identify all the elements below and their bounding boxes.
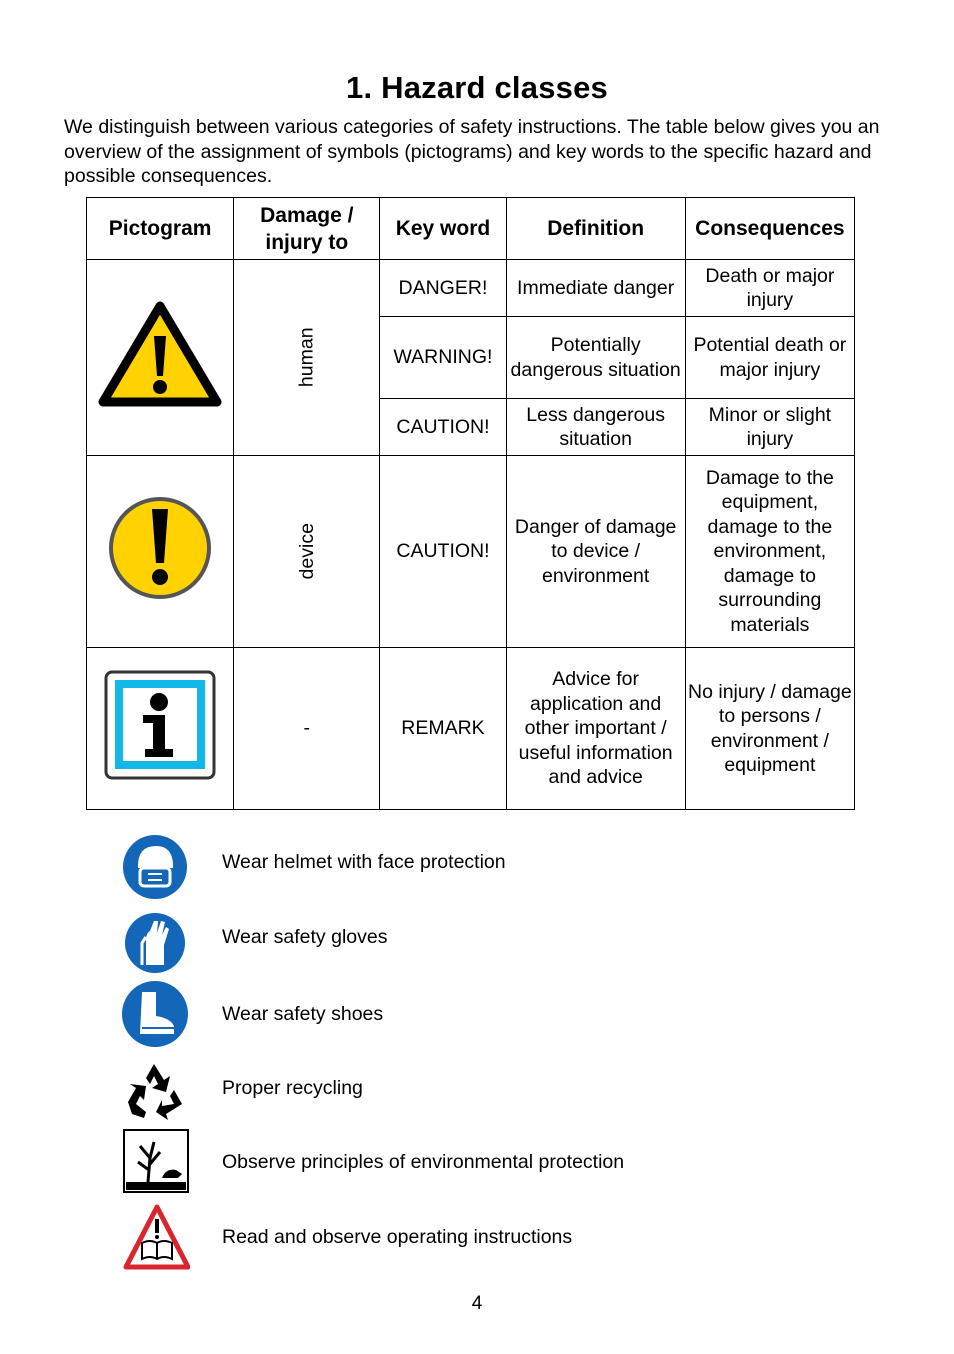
- pictogram-cell: [87, 456, 234, 648]
- target-human: human: [295, 327, 318, 388]
- consequence-cell: Minor or slight injury: [685, 399, 854, 456]
- pictogram-cell: [87, 648, 234, 810]
- safety-gloves-icon: [120, 907, 190, 977]
- table-row: [87, 648, 855, 810]
- keyword-cell: REMARK: [380, 648, 506, 810]
- hazard-table: [86, 197, 855, 810]
- read-manual-icon: [120, 1203, 190, 1273]
- helmet-face-protection-icon: [120, 832, 190, 902]
- consequence-cell: No injury / damage to persons / environment / equipment: [685, 648, 854, 810]
- header-pictogram: Pictogram: [87, 198, 234, 260]
- list-item: [0, 1056, 954, 1126]
- definition-cell: Advice for application and other important / useful information and advice: [506, 648, 685, 810]
- instruction-text: Wear safety shoes: [222, 1003, 384, 1025]
- definition-cell: Danger of damage to device / environment: [506, 456, 685, 648]
- exclamation-circle-icon: [105, 493, 215, 603]
- table-header-row: [87, 198, 855, 260]
- target-cell: [234, 456, 380, 648]
- keyword-cell: DANGER!: [380, 260, 506, 317]
- header-definition: Definition: [506, 198, 685, 260]
- safety-shoes-icon: [120, 980, 190, 1050]
- header-keyword: Key word: [380, 198, 506, 260]
- definition-cell: Immediate danger: [506, 260, 685, 317]
- keyword-cell: CAUTION!: [380, 456, 506, 648]
- environment-hazard-icon: [120, 1128, 190, 1198]
- list-item: [0, 1128, 954, 1198]
- instruction-text: Observe principles of environmental protection: [222, 1151, 625, 1173]
- header-consequences: Consequences: [685, 198, 854, 260]
- pictogram-cell: [87, 260, 234, 456]
- list-item: [0, 832, 954, 902]
- consequence-cell: Potential death or major injury: [685, 317, 854, 399]
- target-cell: -: [234, 648, 380, 810]
- info-icon: [103, 669, 217, 781]
- recycling-icon: [120, 1056, 190, 1126]
- warning-triangle-icon: [97, 298, 223, 410]
- table-row: [87, 260, 855, 317]
- list-item: [0, 980, 954, 1050]
- consequence-cell: Damage to the equipment, damage to the environment, damage to surrounding materials: [685, 456, 854, 648]
- instruction-text: Read and observe operating instructions: [222, 1226, 573, 1248]
- list-item: [0, 1203, 954, 1273]
- keyword-cell: WARNING!: [380, 317, 506, 399]
- definition-cell: Less dangerous situation: [506, 399, 685, 456]
- list-item: [0, 907, 954, 977]
- consequence-cell: Death or major injury: [685, 260, 854, 317]
- definition-cell: Potentially dangerous situation: [506, 317, 685, 399]
- target-cell: [234, 260, 380, 456]
- header-damage: Damage / injury to: [234, 198, 380, 260]
- page-title: 1. Hazard classes: [346, 70, 608, 105]
- instruction-text: Proper recycling: [222, 1077, 363, 1099]
- intro-paragraph: We distinguish between various categories of safety instructions. The table below gives you an overview of the assignment of symbols (pictograms) and key words to the specific hazard and possible consequences.: [64, 116, 880, 187]
- target-device: device: [295, 523, 318, 580]
- instruction-text: Wear helmet with face protection: [222, 851, 506, 873]
- page-number: 4: [471, 1293, 483, 1314]
- instruction-text: Wear safety gloves: [222, 926, 388, 948]
- table-row: [87, 456, 855, 648]
- keyword-cell: CAUTION!: [380, 399, 506, 456]
